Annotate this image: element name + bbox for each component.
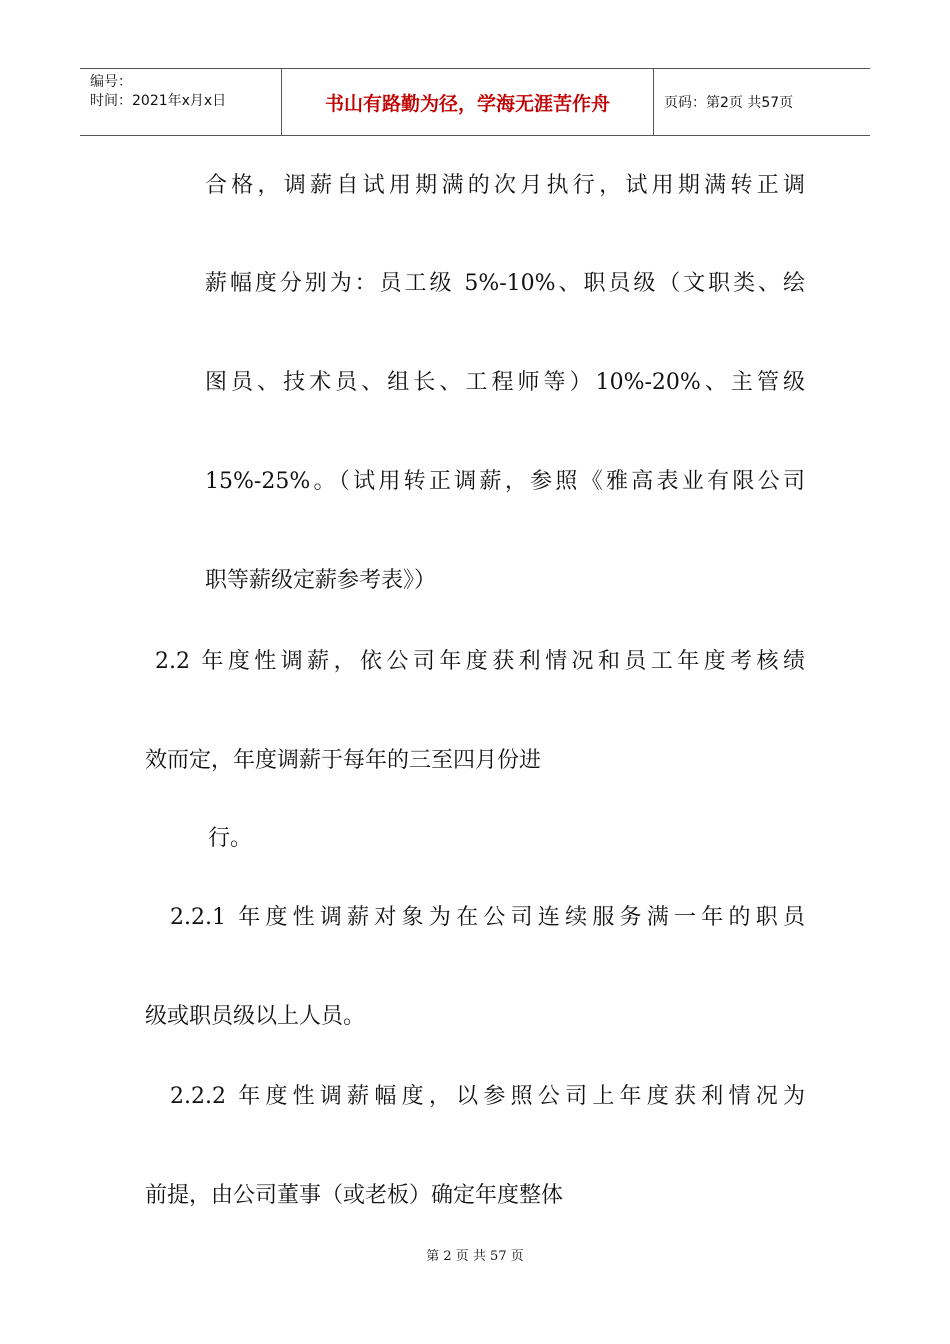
document-time-label: 时间：2021年x月x日 bbox=[90, 93, 227, 109]
body-line: 效而定，年度调薪于每年的三至四月份进 bbox=[145, 748, 542, 773]
page-header bbox=[80, 68, 870, 136]
body-line: 2.2.2 年度性调薪幅度，以参照公司上年度获利情况为 bbox=[170, 1084, 805, 1109]
header-page-info: 页码：第2页 共57页 bbox=[664, 95, 794, 111]
body-line: 级或职员级以上人员。 bbox=[145, 1004, 366, 1029]
body-line: 职等薪级定薪参考表》） bbox=[205, 568, 437, 593]
header-motto: 书山有路勤为径，学海无涯苦作舟 bbox=[282, 69, 654, 135]
body-line: 2.2 年度性调薪，依公司年度获利情况和员工年度考核绩 bbox=[155, 649, 805, 674]
body-line: 薪幅度分别为：员工级 5%-10%、职员级（文职类、绘 bbox=[205, 271, 805, 296]
body-line: 15%-25%。（试用转正调薪，参照《雅高表业有限公司 bbox=[205, 469, 805, 494]
header-meta bbox=[80, 69, 282, 135]
body-line: 图员、技术员、组长、工程师等）10%-20%、主管级 bbox=[205, 370, 805, 395]
page-footer: 第 2 页 共 57 页 bbox=[426, 1249, 524, 1264]
body-line: 行。 bbox=[208, 826, 253, 851]
document-number-label: 编号： bbox=[90, 74, 132, 90]
body-line: 合格，调薪自试用期满的次月执行，试用期满转正调 bbox=[205, 173, 805, 198]
body-line: 2.2.1 年度性调薪对象为在公司连续服务满一年的职员 bbox=[170, 905, 805, 930]
body-line: 前提，由公司董事（或老板）确定年度整体 bbox=[145, 1183, 564, 1208]
